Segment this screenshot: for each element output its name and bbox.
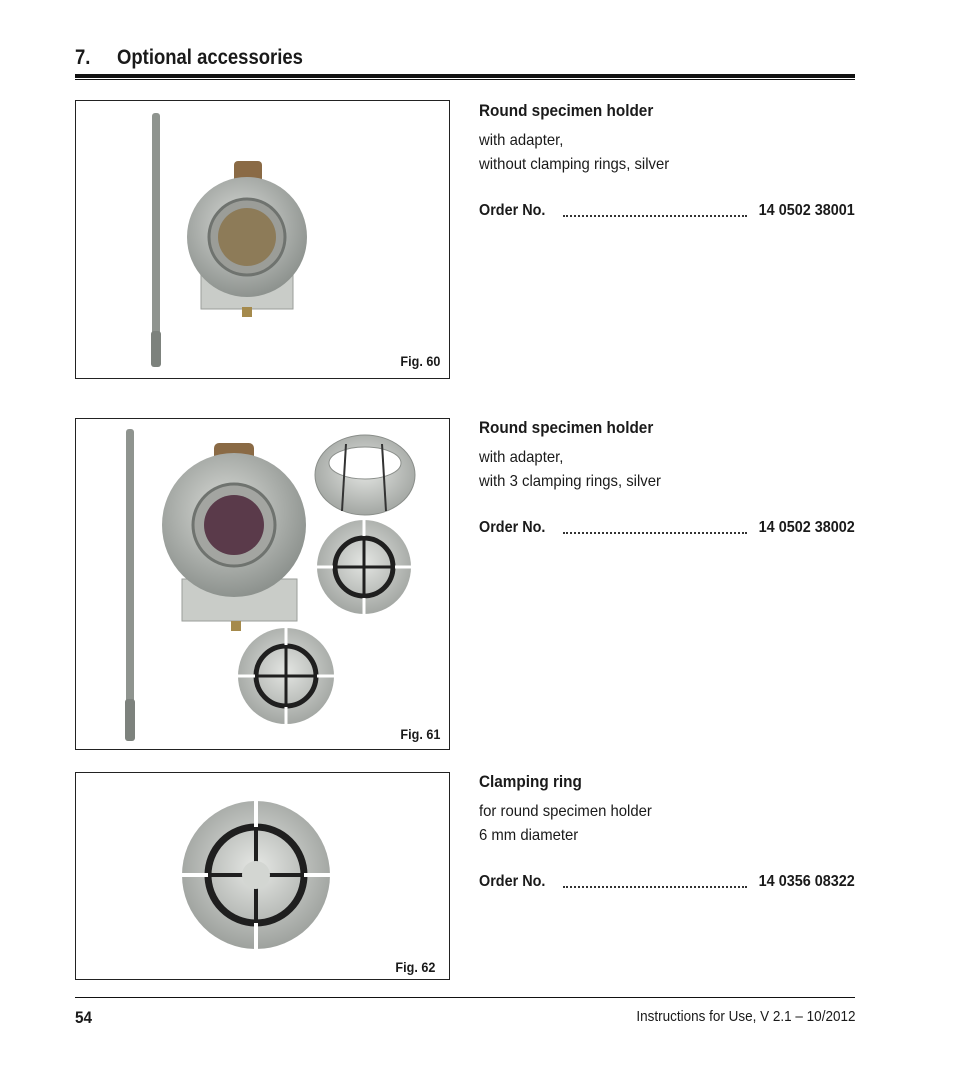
item-description xyxy=(479,101,855,177)
item-name: Clamping ring xyxy=(479,772,582,791)
order-number: 14 0356 08322 xyxy=(758,873,855,890)
order-label: Order No. xyxy=(479,873,546,890)
figure-61 xyxy=(75,418,450,750)
order-number: 14 0502 38002 xyxy=(758,519,855,536)
document-info: Instructions for Use, V 2.1 – 10/2012 xyxy=(635,1008,855,1025)
section-title: Optional accessories xyxy=(117,46,303,69)
leader-dots xyxy=(563,215,747,217)
page-number: 54 xyxy=(75,1008,93,1027)
section-number: 7. xyxy=(75,46,91,69)
order-label: Order No. xyxy=(479,202,546,219)
header-rule-thin xyxy=(75,79,855,80)
item-name: Round specimen holder xyxy=(479,101,654,120)
order-label: Order No. xyxy=(479,519,546,536)
item-detail-line: with 3 clamping rings, silver xyxy=(479,473,661,490)
item-name: Round specimen holder xyxy=(479,418,654,437)
figure-label: Fig. 61 xyxy=(400,726,440,742)
header-rule xyxy=(75,74,855,78)
order-number-row xyxy=(479,519,855,541)
figure-label: Fig. 62 xyxy=(395,959,435,975)
item-detail-line: without clamping rings, silver xyxy=(479,156,670,173)
item-detail-line: for round specimen holder xyxy=(479,803,652,820)
order-number: 14 0502 38001 xyxy=(758,202,855,219)
item-detail-line: 6 mm diameter xyxy=(479,827,579,844)
leader-dots xyxy=(563,886,747,888)
item-description xyxy=(479,772,855,848)
item-description xyxy=(479,418,855,494)
order-number-row xyxy=(479,873,855,895)
figure-62 xyxy=(75,772,450,980)
order-number-row xyxy=(479,202,855,224)
clamping-ring-image xyxy=(76,773,449,979)
item-detail-line: with adapter, xyxy=(479,132,564,149)
figure-label: Fig. 60 xyxy=(400,353,440,369)
footer-rule xyxy=(75,997,855,998)
leader-dots xyxy=(563,532,747,534)
figure-60 xyxy=(75,100,450,379)
round-specimen-holder-with-rings-image xyxy=(76,419,449,749)
round-specimen-holder-image xyxy=(76,101,449,378)
item-detail-line: with adapter, xyxy=(479,449,564,466)
